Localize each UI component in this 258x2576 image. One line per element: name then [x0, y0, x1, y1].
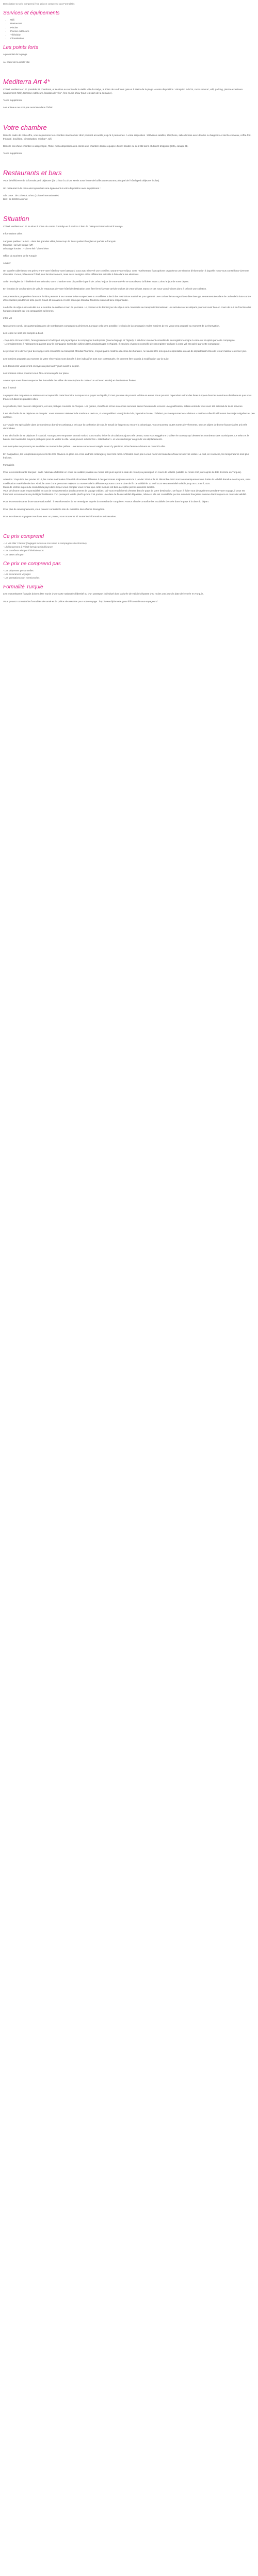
situation-paragraph: Les prestations proposées dans nos forfaits peuvent à tout moment être suspendues ou modifiées suite à des restrictions sanitaires pour garantir une conformité au regard des directives gouvernementales dans le cadre de la lutte contre d'éventuelles pandémies telle que la Covid-19 ou autres et celle sans que Mondial Tourisme n'en soit tenu responsable. [3, 295, 251, 301]
situation-paragraph: Les mosquées ne peuvent pas se visiter au moment des prières. Une tenue correcte est exigée avant d'y pénétrer, et les femmes doivent se couvrir la tête. [3, 445, 166, 448]
situation-paragraph: Pour plus de renseignements, vous pouvez consulter le site du ministère des Affaires étrangères. [3, 507, 105, 511]
service-item: • Piscine [10, 26, 255, 29]
hotel-paragraph: Les animaux ne sont pas autorisés dans l'hôtel. [3, 106, 53, 109]
chambre-title: Votre chambre [3, 123, 47, 131]
situation-paragraph: Pour les ressortissants d'une autre nationalité : il est nécessaire de se renseigner auprès du consulat de Turquie en France afin de connaître les modalités d'entrée dans le pays à la date du départ. [3, 500, 209, 503]
situation-title: Situation [3, 215, 29, 223]
situation-paragraph: Attention : Depuis le 1er janvier 2014, les cartes nationales d'identité sécurisées délivrées à des personnes majeures entre le 2 janvier 2004 et le 31 décembre 2013 sont automatiquement une durée de validité étendue de cinq ans, sans modification matérielle de titre. Ainsi, la carte d'une personne majeure ou moment de la délivrance portant comme date de fin de validité le 13 avril 2020 sera en réalité valable jusqu'au 13 avril 2025. Merci de vérifier auprès du consulat du pays dans lequel vous compter vous rendre que cette mesure est bien acceptée par les autorités locales. Vous déclinons toute responsabilité en cas de non possession du documents de voyage valides, qui vous empêcherait d'entrer dans le pays de votre destination. De façon à éviter tout désagrément pendant votre voyage, il vous est fortement recommandé de privilégier l'utilisation d'un passeport valide plutôt qu'une CNI portant une date de fin de validité dépassée, même si elle est considérée par les autorités françaises comme étant toujours en cours de validité. [3, 478, 251, 496]
service-item: • Piscine extérieure [10, 29, 255, 33]
formalite-title: Formalité Turquie [3, 584, 43, 590]
situation-paragraph: Les documents vous seront envoyés au plus tard 7 jours avant le départ. [3, 364, 79, 367]
hotel-paragraph: L'hôtel Mediterra Art 4* possède 33 chambres, et se situe au centre de la vieille ville d'Antalya, à 300m de Hadrian's gate et à 500m de la plage. A votre disposition : réception 24h/24, room service*, wifi, parking, piscine extérieure (uniquement l'été), terrasse extérieure, location de vélo*, free music show (tous les soirs de la semaine). [3, 88, 243, 95]
list-item: - Les dépenses personnelles [3, 569, 34, 572]
situation-paragraph: Pour les ressortissants français : carte nationale d'identité en cours de validité (valable au moins 180 jours après la date de retour) ou passeport en cours de validité (valable au moins 150 jours après la date d'entrée en Turquie). [3, 471, 242, 474]
situation-paragraph: Selon les règles de l'hôtellerie internationale, votre chambre sera disponible à partir de 14h00 le jour de votre arrivée et vous devrez la libérer avant 12h00 le jour de votre départ. [3, 280, 189, 283]
situation-body [3, 225, 255, 518]
situation-paragraph: En fonction de vos horaires de vols, le restaurant de votre hôtel de destination peut être fermé à votre arrivée ou lors de votre départ. Dans ce cas nous vous invitons donc à prévoir une collation. [3, 287, 207, 291]
situation-paragraph: Un transfert aller/retour est prévu entre votre hôtel ou votre bateau si vous avez réservé une croisière. Durant votre séjour, votre représentant francophone organisera une réunion d'information à laquelle nous vous conseillons vivement d'assister. Il vous présentera l'hôtel, son fonctionnement, mais aussi la région et les différentes activités à faire dans les alentours. [3, 269, 249, 276]
list-item: - Les transferts aéroport/hôtel/aéroport [3, 549, 44, 552]
situation-paragraph: L'hôtel Mediterra Art 4* se situe à 100m du centre d'Antalya et à environ 13km de l'aéroport international d'Antalya. [3, 225, 123, 228]
services-title: Services et équipements [3, 10, 60, 16]
service-item: • Wifi [10, 18, 255, 22]
restaurants-paragraph: A la carte : de 10h00 à 23h00 (cuisine internationale) Bar : de 10h00 à minuit [3, 194, 59, 201]
restaurants-title: Restaurants et bars [3, 169, 62, 177]
restaurants-paragraph: Vous bénéficierez de la formule petit déjeuner (de 07h30 à 10h30, servis sous forme de buffet au restaurant principal de l'hôtel (petit déjeuner inclus). [3, 179, 160, 182]
situation-paragraph: Nous avons conclu des partenariats avec de nombreuses compagnies aériennes. Lorsque cela sera possible, le choix de la compagnie et des horaires de vol vous sera proposé au moment de la réservation. [3, 324, 220, 327]
services-list [3, 18, 255, 40]
ce-prix-comprend-list [3, 541, 255, 556]
service-item: • Restaurant [10, 22, 255, 25]
situation-paragraph: Formalités [3, 463, 14, 466]
situation-paragraph: Office du tourisme de la Turquie [3, 255, 37, 258]
situation-paragraph: Bon à savoir [3, 386, 17, 389]
situation-paragraph: Langues parlées : le turc - dans les grandes villes, beaucoup de Turcs parlent l'anglais et parfois le français Monnaie : la livre turque (LT) Décalage horaire : + 1h en été / 2h en hiver [3, 240, 116, 250]
situation-paragraph: Les horaires retour pourront vous être communiqués sur place. [3, 371, 70, 375]
chambre-paragraph: *Avec supplément [3, 152, 22, 155]
situation-paragraph: Il est très facile de se déplacer en Turquie : vous trouverez aisément de nombreux taxis ou, si vous préférez vous joindre à la population locale, n'hésitez pas à emprunter les « dolmus » minibus collectifs sillonnant des trajets réguliers et peu onéreux. [3, 412, 255, 419]
chambre-paragraph: Dans le cas d'une chambre à usage triple, l'hôtel met à disposition des clients une chambre double équipée d'un lit double ou de 2 lits twins et d'un lit d'appoint (sofa, canapé lit). [3, 145, 188, 148]
list-item: - Le Vol Aller / Retour (bagages inclus ou non selon la compagnie sélectionnée) [3, 542, 87, 545]
situation-paragraph: A noter [3, 262, 11, 265]
list-item: - Les assurances voyages [3, 573, 31, 576]
situation-paragraph: Les horaires proposés au moment de votre réservation sont donnés à titre indicatif et sont non contractuels. Ils peuvent être soumis à modification par la suite. [3, 357, 169, 360]
situation-paragraph: - Depuis le 26 Mars 2023, l'enregistrement à l'aéroport est payant pour la compagnie SunExpress (Sauna bagage et 7kg/art). Il est donc vivement conseillé de s'enregistrer en ligne à votre vol et opéré par cette compagnie. - L'enregistrement à l'aéroport est payant pour la compagnie Corendon airlines (10euros/passager et 7kg/art). Il est donc vivement conseillé de s'enregistrer en ligne à votre vol est opéré par cette compagnie. [3, 338, 236, 346]
points-forts-title: Les points forts [3, 45, 38, 51]
header-tabs: Description Ce prix comprend / Ce prix ne comprend pas Formalités [3, 3, 75, 5]
ce-prix-ne-comprend-pas-list [3, 569, 255, 580]
situation-paragraph: Le premier et le dernier jour du voyage sont consacrés au transport. Mondial Tourisme, n'ayant pas la maîtrise du choix des horaires, ne saurait être tenu pour responsable en cas de départ tardif et/ou de retour matinal le dernier jour. [3, 350, 247, 353]
situation-paragraph: Infos vol [3, 317, 12, 320]
situation-paragraph: La durée du séjour est calculée sur le nombre de nuitées et non de journées. Le premier et le dernier jour du séjour sont consacrés au transport international. Les arrivées ou les départs pourront avoir lieu en cours de nuit en fonction des horaires imposés par les compagnies aériennes. [3, 306, 251, 313]
point-fort-item: A proximité de la plage [3, 53, 27, 56]
hotel-title: Mediterra Art 4* [3, 77, 50, 86]
restaurants-paragraph: Un restaurant à la carte ainsi qu'un bar sera également à votre disposition avec supplément : [3, 187, 101, 190]
list-item: - Les prestations non mentionnées [3, 577, 40, 580]
list-item: - Les taxes aéroport [3, 553, 24, 556]
formalite-text: Les ressortissants français doivent être munis d'une carte nationale d'identité ou d'un passeport individuel dont la durée de validité dépasse d'au moins 150 jours la date de l'entrée en Turquie. [3, 592, 204, 596]
situation-paragraph: Il est très facile de se déplacer à Istanbul. Vous pouvez emprunter un taxi mais si vous voulez éviter la circulation toujours très dense, nous vous suggérons d'utiliser le tramway qui dessert les nombreux sites touristiques. Le métro et le bateau sont aussi des moyens pratiques pour de visiter la ville. Vous pouvez acheter les « Istanbulkart » et vous recharger au gré de vos déplacements. [3, 434, 249, 441]
situation-paragraph: A noter que vous devez respecter les formalités des villes de transit (dans le cadre d'un vol avec escale) et destinations finales [3, 379, 136, 382]
page [0, 0, 258, 603]
formalite-link-text[interactable]: Vous pouvez consulter les formalités de santé et de police nécessaires pour votre voyage : http://www.diplomatie.gouv.fr/fr/conseils-aux-voyageurs/ [3, 600, 158, 603]
situation-paragraph: La Turquie est spécialisée dans de nombreux domaines artisanaux tels que la confection de cuir, le travail de l'argent ou encore la céramique. Vous trouverez toutes sortes de vêtements, sacs et objets de bonne facture à des prix très abordables. [3, 423, 248, 430]
service-item: • Télévision [10, 33, 255, 37]
situation-paragraph: En Cappadoce, les températures peuvent être très élevées en plein été et les endroits ombragés y sont très rares. N'hésitez donc pas à vous munir de bouteilles d'eau lors de vos visites. La nuit, en revanche, les températures sont plus fraîches. [3, 452, 250, 459]
chambre-paragraph: Dans le cadre de cette offre, vous séjournerez en chambre standard de 18m² pouvant accueillir jusqu'à 2 personnes. A votre disposition : télévision satellite, téléphone, salle de bain avec douche ou baignoire et sèche-cheveux, coffre-fort, thé/café, bouilloire, climatisation, minibar*, wifi. [3, 133, 251, 140]
situation-paragraph: Le pourboire, bien que non obligatoire, est une pratique courante en Turquie. Les guides, chauffeurs et bus ou encore serveurs seront heureux de recevoir une gratification, si bien entendu vous avez été satisfait de leurs services. [3, 404, 243, 408]
ce-prix-comprend-title: Ce prix comprend [3, 534, 44, 540]
situation-paragraph: La plupart des magasins ou restaurants acceptent la carte bancaire. Lorsque vous payez en liquide, il n'est pas rare de pouvoir le faire en euros. Vous pourrez cependant retirer des livres turques dans les nombreux distributeurs que vous trouverez dans les grandes villes. [3, 394, 252, 400]
hotel-paragraph: *Avec supplément [3, 99, 22, 102]
situation-paragraph: Les repas ne sont pas compris à bord. [3, 331, 44, 334]
situation-paragraph: Informations utiles [3, 232, 23, 235]
situation-paragraph: Pour les mineurs voyageant seuls ou avec un parent, vous trouverez ici toutes les informations nécessaires. [3, 515, 117, 518]
ce-prix-ne-comprend-pas-title: Ce prix ne comprend pas [3, 561, 61, 567]
list-item: - L'hébergement à l'hôtel formule petit déjeuner [3, 546, 53, 549]
point-fort-item: Au coeur de la vieille ville [3, 60, 30, 63]
service-item: • Climatisation [10, 37, 255, 40]
